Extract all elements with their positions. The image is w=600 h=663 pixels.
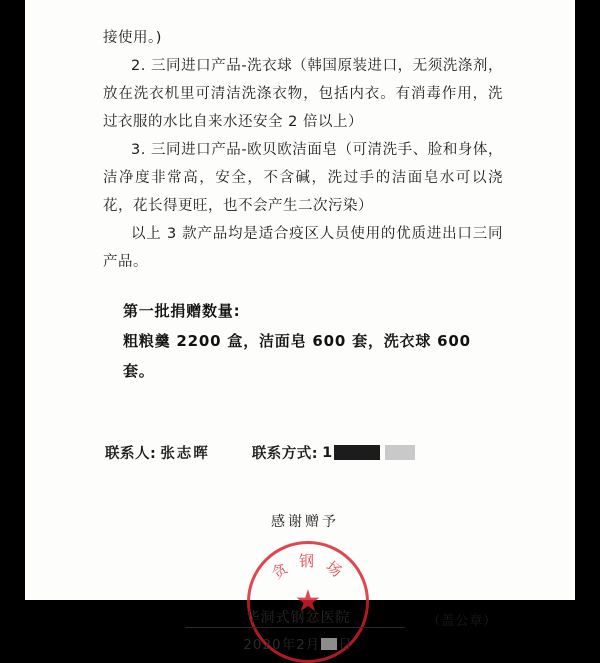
- contact-name-label: 联系人:: [105, 446, 157, 462]
- date-day-unit: 日: [338, 637, 353, 653]
- contact-name-value: 张志晖: [160, 446, 210, 462]
- signature-underline: [185, 627, 405, 628]
- date-month-unit: 月: [305, 637, 321, 653]
- thanks-text: 感谢赠予: [271, 514, 339, 530]
- paragraph-item-2: 2. 三同进口产品-洗衣球（韩国原装进口，无须洗涤剂，放在洗衣机里可清洁洗涤衣物，包括内衣。有消毒作用，洗过衣服的水比自来水还安全 2 倍以上）: [103, 58, 503, 130]
- donation-heading: 第一批捐赠数量:: [123, 302, 241, 320]
- signature-block: [25, 541, 575, 661]
- donation-detail: 粗粮羹 2200 盒，洁面皂 600 套，洗衣球 600 套。: [123, 332, 471, 380]
- svg-text:贪 钢 场: [268, 552, 347, 583]
- document-page: [25, 0, 575, 653]
- spacer-before-donation: [25, 276, 575, 296]
- document-body: [25, 0, 575, 661]
- paragraph-continued: 接使用。): [103, 30, 162, 46]
- date-day-redaction: [321, 638, 337, 650]
- paragraph-item-3: 3. 三同进口产品-欧贝欧洁面皂（可清洗手、脸和身体，洁净度非常高，安全，不含碱，洗过手的洁面皂水可以浇花，花长得更旺，也不会产生二次污染）: [103, 142, 503, 214]
- hospital-signature-name: 华洞式钢忿医院: [245, 610, 351, 626]
- top-spacer: [25, 0, 575, 14]
- spacer-before-thanks: [25, 463, 575, 491]
- star-icon: ★: [294, 584, 322, 619]
- spacer-before-thanks-2: [25, 491, 575, 511]
- spacer-before-contact-2: [25, 414, 575, 442]
- spacer-before-contact: [25, 386, 575, 414]
- seal-note-label: （盖公章）: [427, 613, 497, 629]
- redaction-bar-gray: [385, 445, 415, 460]
- signature-date: [203, 633, 393, 653]
- seal-arc-label: 贪 钢 场: [268, 552, 348, 583]
- date-month: 2: [296, 637, 306, 653]
- date-year: 2020: [243, 637, 282, 653]
- paragraph-summary: 以上 3 款产品均是适合疫区人员使用的优质进出口三同产品。: [103, 226, 503, 270]
- date-year-unit: 年: [281, 637, 297, 653]
- contact-phone-value: [322, 445, 415, 461]
- contact-phone-label: 联系方式:: [251, 446, 319, 462]
- phone-visible-digits: 1: [322, 444, 334, 461]
- contact-row: [25, 442, 575, 463]
- redaction-bar-dark: [334, 445, 380, 460]
